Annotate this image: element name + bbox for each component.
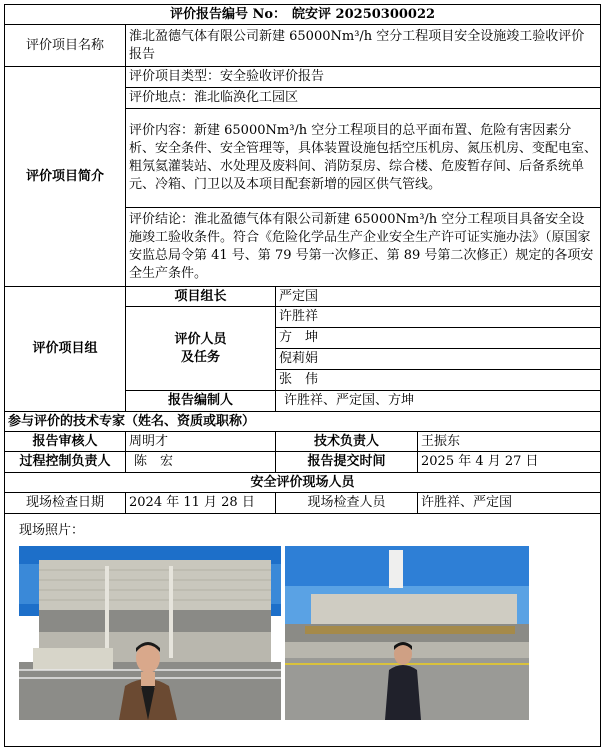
compiler-label: 报告编制人 (126, 391, 276, 412)
onsite-date-label: 现场检查日期 (5, 493, 126, 514)
photos-cell (5, 514, 601, 747)
process-lead-name: 陈 宏 (126, 452, 276, 473)
team-members-label (126, 307, 276, 391)
team-leader-label: 项目组长 (126, 287, 276, 307)
photos-area (5, 514, 600, 746)
team-label: 评价项目组 (5, 287, 126, 412)
onsite-staff-value: 许胜祥、严定国 (418, 493, 601, 514)
process-lead-label: 过程控制负责人 (5, 452, 126, 473)
onsite-header: 安全评价现场人员 (5, 473, 601, 493)
reviewer-name: 周明才 (126, 432, 276, 452)
report-number-row (5, 5, 601, 25)
summary-location: 评价地点：淮北临涣化工园区 (126, 88, 601, 109)
team-member: 倪莉娟 (276, 349, 601, 370)
submit-time-value: 2025 年 4 月 27 日 (418, 452, 601, 473)
team-leader-name: 严定国 (276, 287, 601, 307)
tech-lead-label: 技术负责人 (276, 432, 418, 452)
tech-lead-name: 王振东 (418, 432, 601, 452)
experts-row: 参与评价的技术专家（姓名、资质或职称） (5, 412, 601, 432)
onsite-staff-label: 现场检查人员 (276, 493, 418, 514)
summary-conclusion: 评价结论：淮北盈德气体有限公司新建 65000Nm³/h 空分工程项目具备安全设施竣工验收条件。符合《危险化学品生产企业安全生产许可证实施办法》（原国家安监总局令第 41 号、第 79 号第一次修正、第 89 号第二次修正）规定的各项安全生产条件。 (126, 208, 601, 287)
photos-label: 现场照片： (19, 523, 85, 538)
team-member: 许胜祥 (276, 307, 601, 328)
project-name-label: 评价项目名称 (5, 25, 126, 67)
site-photo-2 (285, 546, 529, 720)
reviewer-label: 报告审核人 (5, 432, 126, 452)
team-member: 张 伟 (276, 370, 601, 391)
site-photo-1 (19, 546, 281, 720)
summary-content: 评价内容：新建 65000Nm³/h 空分工程项目的总平面布置、危险有害因素分析、安全条件、安全管理等，具体装置设施包括空压机房、氮压机房、变配电室、粗氖氦灌装站、水处理及废料间、消防泵房、综合楼、危废暂存间、后备系统单元、冷箱、门卫以及本项目配套新增的园区供气管线。 (126, 109, 601, 208)
summary-type: 评价项目类型：安全验收评价报告 (126, 67, 601, 88)
report-table (4, 4, 601, 747)
report-number-value: 皖安评 20250300022 (292, 6, 436, 22)
team-members-label-line1: 评价人员 (174, 331, 227, 347)
report-number-label: 评价报告编号 No： (169, 6, 287, 22)
team-members-label-line2: 及任务 (180, 349, 220, 365)
project-name-value: 淮北盈德气体有限公司新建 65000Nm³/h 空分工程项目安全设施竣工验收评价报告 (126, 25, 601, 67)
team-member: 方 坤 (276, 328, 601, 349)
onsite-date-value: 2024 年 11 月 28 日 (126, 493, 276, 514)
submit-time-label: 报告提交时间 (276, 452, 418, 473)
evaluation-report-sheet (4, 4, 600, 747)
compiler-names: 许胜祥、严定国、方坤 (276, 391, 601, 412)
summary-label: 评价项目简介 (5, 67, 126, 287)
